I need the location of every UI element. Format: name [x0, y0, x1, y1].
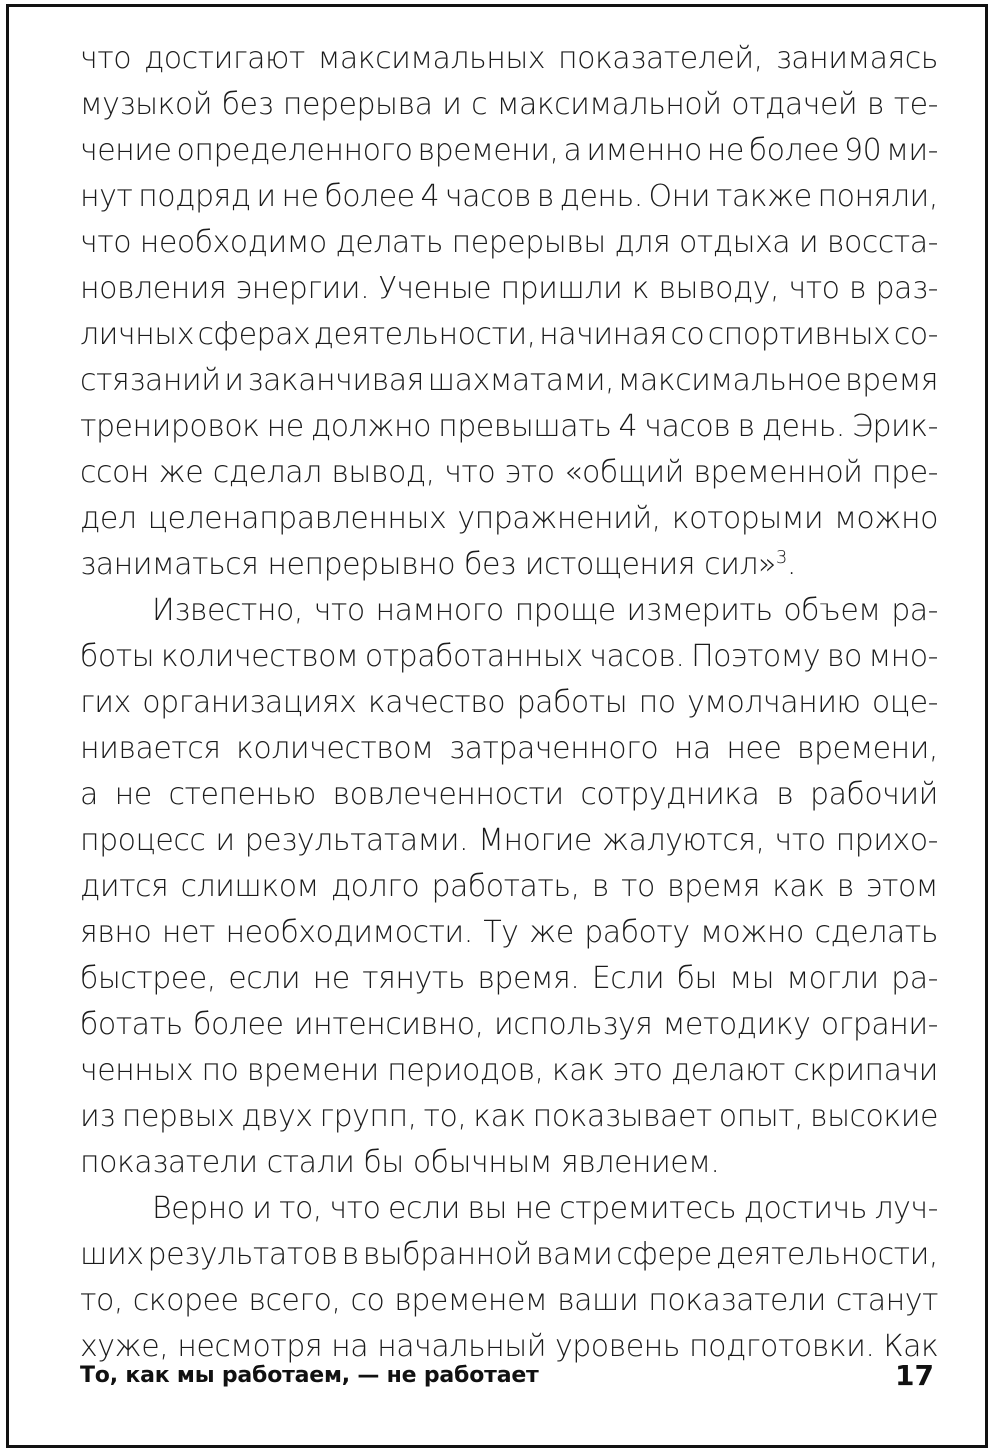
text-line: то, скорее всего, со временем ваши показатели станут: [80, 1283, 938, 1318]
text-line: процесс и результатами. Многие жалуются, что прихо-: [80, 823, 938, 858]
text-line: из первых двух групп, то, как показывает опыт, высокие: [80, 1099, 938, 1134]
text-line: гих организациях качество работы по умолчанию оце-: [80, 685, 938, 720]
text-line: ссон же сделал вывод, что это «общий временной пре-: [80, 455, 938, 490]
text-line: нут подряд и не более 4 часов в день. Они также поняли,: [80, 179, 938, 214]
text-line: чение определенного времени, а именно не более 90 ми-: [80, 133, 938, 168]
page-body: [80, 36, 938, 1370]
text-line: показатели стали бы обычным явлением.: [80, 1145, 720, 1180]
page-number: 17: [895, 1358, 934, 1392]
paragraph: [80, 588, 938, 1186]
text-line: стязаний и заканчивая шахматами, максимальное время: [80, 363, 938, 398]
text-line: нивается количеством затраченного на нее времени,: [80, 731, 938, 766]
page-footer: [80, 1355, 934, 1395]
text-line: боты количеством отработанных часов. Поэтому во мно-: [80, 639, 938, 674]
text-line: тренировок не должно превышать 4 часов в день. Эрик-: [80, 409, 938, 444]
text-line: что достигают максимальных показателей, занимаясь: [80, 41, 938, 76]
text-line: а не степенью вовлеченности сотрудника в рабочий: [80, 777, 938, 812]
text-line: музыкой без перерыва и с максимальной отдачей в те-: [80, 87, 938, 122]
text-line: ботать более интенсивно, используя методику ограни-: [80, 1007, 938, 1042]
text-line: ших результатов в выбранной вами сфере деятельности,: [80, 1237, 938, 1272]
footnote-reference[interactable]: 3: [775, 547, 787, 568]
text-line: новления энергии. Ученые пришли к выводу, что в раз-: [80, 271, 938, 306]
text-line: что необходимо делать перерывы для отдыха и восста-: [80, 225, 938, 260]
text-line: Известно, что намного проще измерить объем ра-: [152, 593, 938, 628]
text-line: заниматься непрерывно без истощения сил»$^3$.: [80, 547, 796, 582]
text-line: личных сферах деятельности, начиная со спортивных со-: [80, 317, 938, 352]
text-line: дится слишком долго работать, в то время как в этом: [80, 869, 938, 904]
text-line: хуже, несмотря на начальный уровень подготовки. Как: [80, 1329, 939, 1364]
running-title: То, как мы работаем, — не работает: [80, 1362, 539, 1388]
text-line: Верно и то, что если вы не стремитесь достичь луч-: [152, 1191, 938, 1226]
text-line: ченных по времени периодов, как это делают скрипачи: [80, 1053, 938, 1088]
paragraph: [80, 36, 938, 588]
text-line: явно нет необходимости. Ту же работу можно сделать: [80, 915, 938, 950]
paragraph: [80, 1186, 938, 1370]
text-line: быстрее, если не тянуть время. Если бы мы могли ра-: [80, 961, 938, 996]
text-line: дел целенаправленных упражнений, которыми можно: [80, 501, 938, 536]
end-punctuation: .: [786, 547, 796, 582]
